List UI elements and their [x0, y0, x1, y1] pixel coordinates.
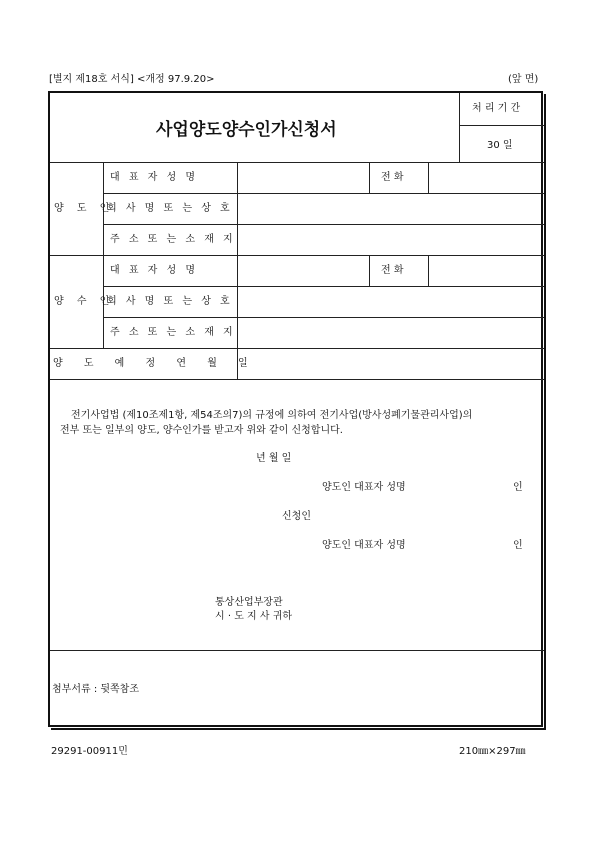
processing-period-value: 30 일 [487, 140, 513, 151]
col-line [428, 255, 429, 286]
transferee-address-field[interactable] [239, 319, 542, 347]
transferee-address-label: 주 소 또 는 소 재 지 [110, 327, 236, 338]
applicant-label: 신청인 [282, 511, 311, 522]
col-line [369, 162, 370, 193]
signer-2: 양도인 대표자 성명 [322, 540, 406, 551]
form-code: 29291-00911민 [51, 746, 128, 757]
transferee-group-label: 양 수 인 [54, 296, 115, 307]
form-title: 사업양도양수인가신청서 [156, 120, 337, 140]
row-line [50, 650, 544, 651]
transferor-rep-name-field[interactable] [239, 164, 367, 192]
col-line [428, 162, 429, 193]
period-divider [459, 125, 544, 126]
attachment-note: 첨부서류 : 뒷쪽참조 [52, 684, 140, 695]
transferor-company-label: 회 사 명 또 는 상 호 [107, 203, 233, 214]
transferee-phone-field[interactable] [430, 257, 542, 285]
form-number: [별지 제18호 서식] <개정 97.9.20> [49, 74, 215, 85]
row-line [50, 255, 544, 256]
transferor-group-label: 양 도 인 [54, 203, 115, 214]
transfer-date-field[interactable] [239, 350, 542, 378]
transferor-rep-name-label: 대 표 자 성 명 [110, 172, 199, 183]
addressee-1: 통상산업부장관 [215, 597, 283, 608]
transferee-company-field[interactable] [239, 288, 542, 316]
row-line [103, 286, 544, 287]
transferor-phone-field[interactable] [430, 164, 542, 192]
row-line [103, 224, 544, 225]
page-side-label: (앞 면) [508, 74, 539, 85]
title-divider [459, 93, 460, 162]
row-line [50, 348, 544, 349]
statement-line-2: 전부 또는 일부의 양도, 양수인가를 받고자 위와 같이 신청합니다. [60, 425, 343, 436]
transferor-address-label: 주 소 또 는 소 재 지 [110, 234, 236, 245]
col-line [369, 255, 370, 286]
row-line [50, 379, 544, 380]
seal-2: 인 [513, 540, 523, 551]
date-line: 년 월 일 [256, 453, 292, 464]
col-line [237, 162, 238, 379]
transferor-address-field[interactable] [239, 226, 542, 254]
statement-line-1: 전기사업법 (제10조제1항, 제54조의7)의 규정에 의하여 전기사업(방사성폐기물관리사업)의 [71, 410, 473, 421]
transferee-phone-label: 전 화 [381, 265, 404, 276]
transferee-rep-name-label: 대 표 자 성 명 [110, 265, 199, 276]
processing-period-label: 처 리 기 간 [472, 103, 521, 114]
signer-1: 양도인 대표자 성명 [322, 482, 406, 493]
addressee-2: 시 · 도 지 사 귀하 [215, 611, 293, 622]
col-line [103, 162, 104, 348]
seal-1: 인 [513, 482, 523, 493]
row-line [50, 162, 544, 163]
row-line [103, 317, 544, 318]
paper-size: 210㎜×297㎜ [459, 746, 526, 757]
row-line [103, 193, 544, 194]
transferor-company-field[interactable] [239, 195, 542, 223]
transferee-company-label: 회 사 명 또 는 상 호 [107, 296, 233, 307]
transferor-phone-label: 전 화 [381, 172, 404, 183]
transfer-date-label: 양 도 예 정 연 월 일 [53, 358, 257, 369]
transferee-rep-name-field[interactable] [239, 257, 367, 285]
